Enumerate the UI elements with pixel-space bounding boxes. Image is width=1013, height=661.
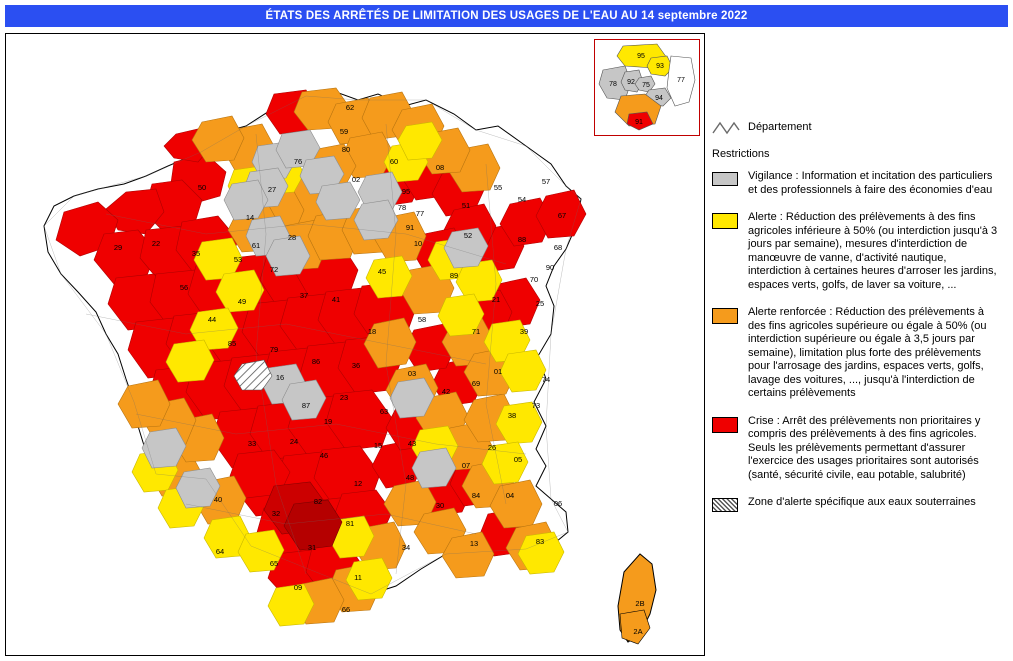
svg-text:09: 09 bbox=[293, 583, 303, 592]
svg-text:42: 42 bbox=[441, 387, 451, 396]
svg-text:68: 68 bbox=[553, 243, 563, 252]
svg-text:88: 88 bbox=[517, 235, 527, 244]
svg-text:75: 75 bbox=[642, 82, 650, 89]
svg-text:63: 63 bbox=[379, 407, 389, 416]
svg-text:48: 48 bbox=[405, 473, 415, 482]
svg-text:55: 55 bbox=[493, 183, 503, 192]
legend-department-label: Département bbox=[748, 121, 812, 134]
svg-text:2B: 2B bbox=[635, 599, 645, 608]
svg-text:72: 72 bbox=[269, 265, 279, 274]
svg-text:22: 22 bbox=[151, 239, 161, 248]
svg-text:19: 19 bbox=[323, 417, 333, 426]
svg-text:03: 03 bbox=[407, 369, 417, 378]
svg-text:27: 27 bbox=[267, 185, 277, 194]
legend-item-vigilance bbox=[712, 170, 1008, 197]
svg-text:78: 78 bbox=[609, 81, 617, 88]
svg-text:70: 70 bbox=[529, 275, 539, 284]
legend-text-zone-alerte-specifique: Zone d'alerte spécifique aux eaux souterraines bbox=[748, 496, 976, 508]
svg-text:13: 13 bbox=[469, 539, 479, 548]
svg-text:29: 29 bbox=[113, 243, 123, 252]
map-inset-ile-de-france[interactable] bbox=[594, 39, 700, 136]
svg-text:26: 26 bbox=[487, 443, 497, 452]
legend-panel bbox=[712, 120, 1008, 526]
legend-text-alerte: Alerte : Réduction des prélèvements à des fins agricoles inférieure à 50% (ou interdiction jusqu'à 3 jours par semaine), mesures d'interdiction de manœuvre de vanne, d'activité nautique, interdiction à certaines heures d'arroser les jardins, espaces verts, golfs, de laver sa voiture, ... bbox=[748, 211, 998, 291]
legend-department-row bbox=[712, 120, 1008, 136]
svg-text:35: 35 bbox=[191, 249, 201, 258]
svg-text:90: 90 bbox=[545, 263, 555, 272]
svg-text:40: 40 bbox=[213, 495, 223, 504]
svg-text:83: 83 bbox=[535, 537, 545, 546]
svg-text:38: 38 bbox=[507, 411, 517, 420]
svg-text:61: 61 bbox=[251, 241, 261, 250]
svg-text:66: 66 bbox=[341, 605, 351, 614]
svg-text:39: 39 bbox=[519, 327, 529, 336]
svg-text:89: 89 bbox=[449, 271, 459, 280]
svg-text:06: 06 bbox=[553, 499, 563, 508]
svg-text:67: 67 bbox=[557, 211, 567, 220]
svg-text:32: 32 bbox=[271, 509, 281, 518]
legend-swatch-alerte-renforcee bbox=[712, 308, 738, 324]
svg-text:52: 52 bbox=[463, 231, 473, 240]
svg-text:51: 51 bbox=[461, 201, 471, 210]
svg-text:21: 21 bbox=[491, 295, 501, 304]
svg-text:46: 46 bbox=[319, 451, 329, 460]
department-icon bbox=[712, 120, 740, 136]
svg-text:85: 85 bbox=[227, 339, 237, 348]
svg-text:49: 49 bbox=[237, 297, 247, 306]
legend-swatch-crise bbox=[712, 417, 738, 433]
svg-text:59: 59 bbox=[339, 127, 349, 136]
svg-text:86: 86 bbox=[311, 357, 321, 366]
svg-text:80: 80 bbox=[341, 145, 351, 154]
svg-text:54: 54 bbox=[517, 195, 527, 204]
svg-text:53: 53 bbox=[233, 255, 243, 264]
svg-text:82: 82 bbox=[313, 497, 323, 506]
svg-text:65: 65 bbox=[269, 559, 279, 568]
svg-text:62: 62 bbox=[345, 103, 355, 112]
svg-text:45: 45 bbox=[377, 267, 387, 276]
svg-text:15: 15 bbox=[373, 441, 383, 450]
legend-item-zone-alerte-specifique bbox=[712, 496, 1008, 512]
map-panel[interactable] bbox=[5, 33, 705, 656]
svg-text:95: 95 bbox=[401, 187, 411, 196]
svg-text:81: 81 bbox=[345, 519, 355, 528]
svg-text:78: 78 bbox=[397, 203, 407, 212]
svg-text:76: 76 bbox=[293, 157, 303, 166]
svg-text:93: 93 bbox=[656, 63, 664, 70]
svg-text:04: 04 bbox=[505, 491, 515, 500]
svg-text:60: 60 bbox=[389, 157, 399, 166]
svg-text:94: 94 bbox=[655, 95, 663, 102]
svg-text:16: 16 bbox=[275, 373, 285, 382]
legend-swatch-hatched bbox=[712, 498, 738, 512]
svg-text:79: 79 bbox=[269, 345, 279, 354]
svg-text:23: 23 bbox=[339, 393, 349, 402]
legend-item-crise bbox=[712, 415, 1008, 483]
svg-text:77: 77 bbox=[415, 209, 425, 218]
svg-text:33: 33 bbox=[247, 439, 257, 448]
svg-text:12: 12 bbox=[353, 479, 363, 488]
svg-text:37: 37 bbox=[299, 291, 309, 300]
svg-text:91: 91 bbox=[405, 223, 415, 232]
svg-text:87: 87 bbox=[301, 401, 311, 410]
page-title: ÉTATS DES ARRÊTÉS DE LIMITATION DES USAGES DE L'EAU AU 14 septembre 2022 bbox=[5, 5, 1008, 27]
svg-text:74: 74 bbox=[541, 375, 551, 384]
svg-text:14: 14 bbox=[245, 213, 255, 222]
svg-text:44: 44 bbox=[207, 315, 217, 324]
legend-item-alerte bbox=[712, 211, 1008, 292]
svg-text:2A: 2A bbox=[633, 627, 643, 636]
svg-text:10: 10 bbox=[413, 239, 423, 248]
inset-svg bbox=[595, 40, 699, 135]
legend-swatch-alerte bbox=[712, 213, 738, 229]
svg-text:41: 41 bbox=[331, 295, 341, 304]
legend-restrictions-heading: Restrictions bbox=[712, 148, 770, 160]
svg-text:30: 30 bbox=[435, 501, 445, 510]
svg-text:01: 01 bbox=[493, 367, 503, 376]
svg-text:64: 64 bbox=[215, 547, 225, 556]
svg-text:73: 73 bbox=[531, 401, 541, 410]
svg-text:92: 92 bbox=[627, 79, 635, 86]
svg-text:24: 24 bbox=[289, 437, 299, 446]
svg-text:25: 25 bbox=[535, 299, 545, 308]
svg-text:58: 58 bbox=[417, 315, 427, 324]
svg-text:69: 69 bbox=[471, 379, 481, 388]
svg-text:77: 77 bbox=[677, 77, 685, 84]
svg-text:31: 31 bbox=[307, 543, 317, 552]
svg-text:18: 18 bbox=[367, 327, 377, 336]
svg-text:43: 43 bbox=[407, 439, 417, 448]
svg-text:84: 84 bbox=[471, 491, 481, 500]
svg-text:57: 57 bbox=[541, 177, 551, 186]
svg-text:08: 08 bbox=[435, 163, 445, 172]
legend-text-vigilance: Vigilance : Information et incitation des particuliers et des professionnels à faire des économies d'eau bbox=[748, 170, 993, 196]
legend-text-crise: Crise : Arrêt des prélèvements non prioritaires y compris des prélèvements à des fins agricoles. Seuls les prélèvements permettant d'assurer l'exercice des usages prioritaires sont autorisés (santé, sécurité civile, eau potable, salubrité) bbox=[748, 414, 981, 481]
svg-text:71: 71 bbox=[471, 327, 481, 336]
svg-text:36: 36 bbox=[351, 361, 361, 370]
svg-text:50: 50 bbox=[197, 183, 207, 192]
svg-text:05: 05 bbox=[513, 455, 523, 464]
legend-item-alerte-renforcee bbox=[712, 306, 1008, 401]
svg-text:34: 34 bbox=[401, 543, 411, 552]
svg-text:95: 95 bbox=[637, 53, 645, 60]
svg-text:07: 07 bbox=[461, 461, 471, 470]
svg-text:91: 91 bbox=[635, 119, 643, 126]
svg-text:56: 56 bbox=[179, 283, 189, 292]
svg-text:28: 28 bbox=[287, 233, 297, 242]
legend-text-alerte-renforcee: Alerte renforcée : Réduction des prélèvements à des fins agricoles supérieure ou égale à 50% (ou interdiction supérieure ou égale à 3,5 jours par semaine), limitation plus forte des prélèvements pour l'arrosage des jardins, espaces verts, golfs, lavage des voitures, ..., jusqu'à l'interdiction de certains prélèvements bbox=[748, 306, 987, 399]
svg-text:11: 11 bbox=[354, 573, 362, 582]
legend-swatch-vigilance bbox=[712, 172, 738, 186]
svg-text:02: 02 bbox=[351, 175, 361, 184]
